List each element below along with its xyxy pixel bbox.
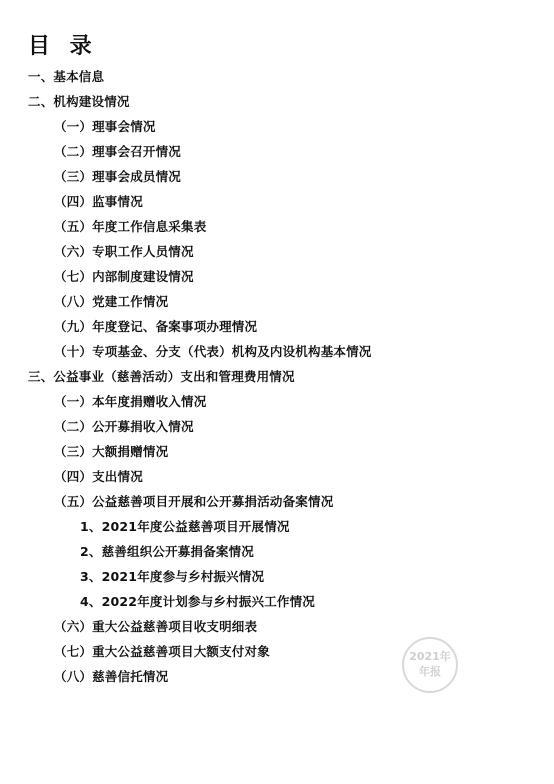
toc-item-level-2[interactable]: （八）慈善信托情况 bbox=[54, 669, 169, 684]
toc-item-level-3[interactable]: 2、慈善组织公开募捐备案情况 bbox=[80, 544, 254, 559]
toc-item-level-2[interactable]: （四）支出情况 bbox=[54, 469, 143, 484]
toc-item-level-2[interactable]: （二）理事会召开情况 bbox=[54, 144, 182, 159]
toc-item-level-2[interactable]: （六）重大公益慈善项目收支明细表 bbox=[54, 619, 258, 634]
toc-item-level-2[interactable]: （五）公益慈善项目开展和公开募捐活动备案情况 bbox=[54, 494, 334, 509]
toc-item-level-2[interactable]: （五）年度工作信息采集表 bbox=[54, 219, 207, 234]
table-of-contents bbox=[0, 67, 554, 692]
toc-item-level-3[interactable]: 3、2021年度参与乡村振兴情况 bbox=[80, 569, 265, 584]
stamp-year-text: 2021年 bbox=[409, 650, 451, 663]
annual-report-stamp bbox=[402, 637, 458, 693]
toc-item-level-2[interactable]: （一）本年度捐赠收入情况 bbox=[54, 394, 207, 409]
toc-item-level-1[interactable]: 一、基本信息 bbox=[28, 69, 105, 84]
toc-item-level-2[interactable]: （二）公开募捐收入情况 bbox=[54, 419, 194, 434]
page-title: 目 录 bbox=[28, 34, 98, 59]
toc-item-level-2[interactable]: （七）重大公益慈善项目大额支付对象 bbox=[54, 644, 270, 659]
toc-item-level-2[interactable]: （八）党建工作情况 bbox=[54, 294, 169, 309]
toc-item-level-1[interactable]: 二、机构建设情况 bbox=[28, 94, 130, 109]
toc-item-level-2[interactable]: （四）监事情况 bbox=[54, 194, 143, 209]
toc-item-level-1[interactable]: 三、公益事业（慈善活动）支出和管理费用情况 bbox=[28, 369, 295, 384]
toc-item-level-2[interactable]: （一）理事会情况 bbox=[54, 119, 156, 134]
toc-item-level-2[interactable]: （六）专职工作人员情况 bbox=[54, 244, 194, 259]
toc-item-level-2[interactable]: （三）理事会成员情况 bbox=[54, 169, 182, 184]
toc-item-level-2[interactable]: （九）年度登记、备案事项办理情况 bbox=[54, 319, 258, 334]
toc-item-level-3[interactable]: 1、2021年度公益慈善项目开展情况 bbox=[80, 519, 290, 534]
toc-item-level-2[interactable]: （七）内部制度建设情况 bbox=[54, 269, 194, 284]
toc-item-level-3[interactable]: 4、2022年度计划参与乡村振兴工作情况 bbox=[80, 594, 315, 609]
toc-item-level-2[interactable]: （十）专项基金、分支（代表）机构及内设机构基本情况 bbox=[54, 344, 372, 359]
stamp-label-text: 年报 bbox=[419, 665, 441, 678]
toc-item-level-2[interactable]: （三）大额捐赠情况 bbox=[54, 444, 169, 459]
